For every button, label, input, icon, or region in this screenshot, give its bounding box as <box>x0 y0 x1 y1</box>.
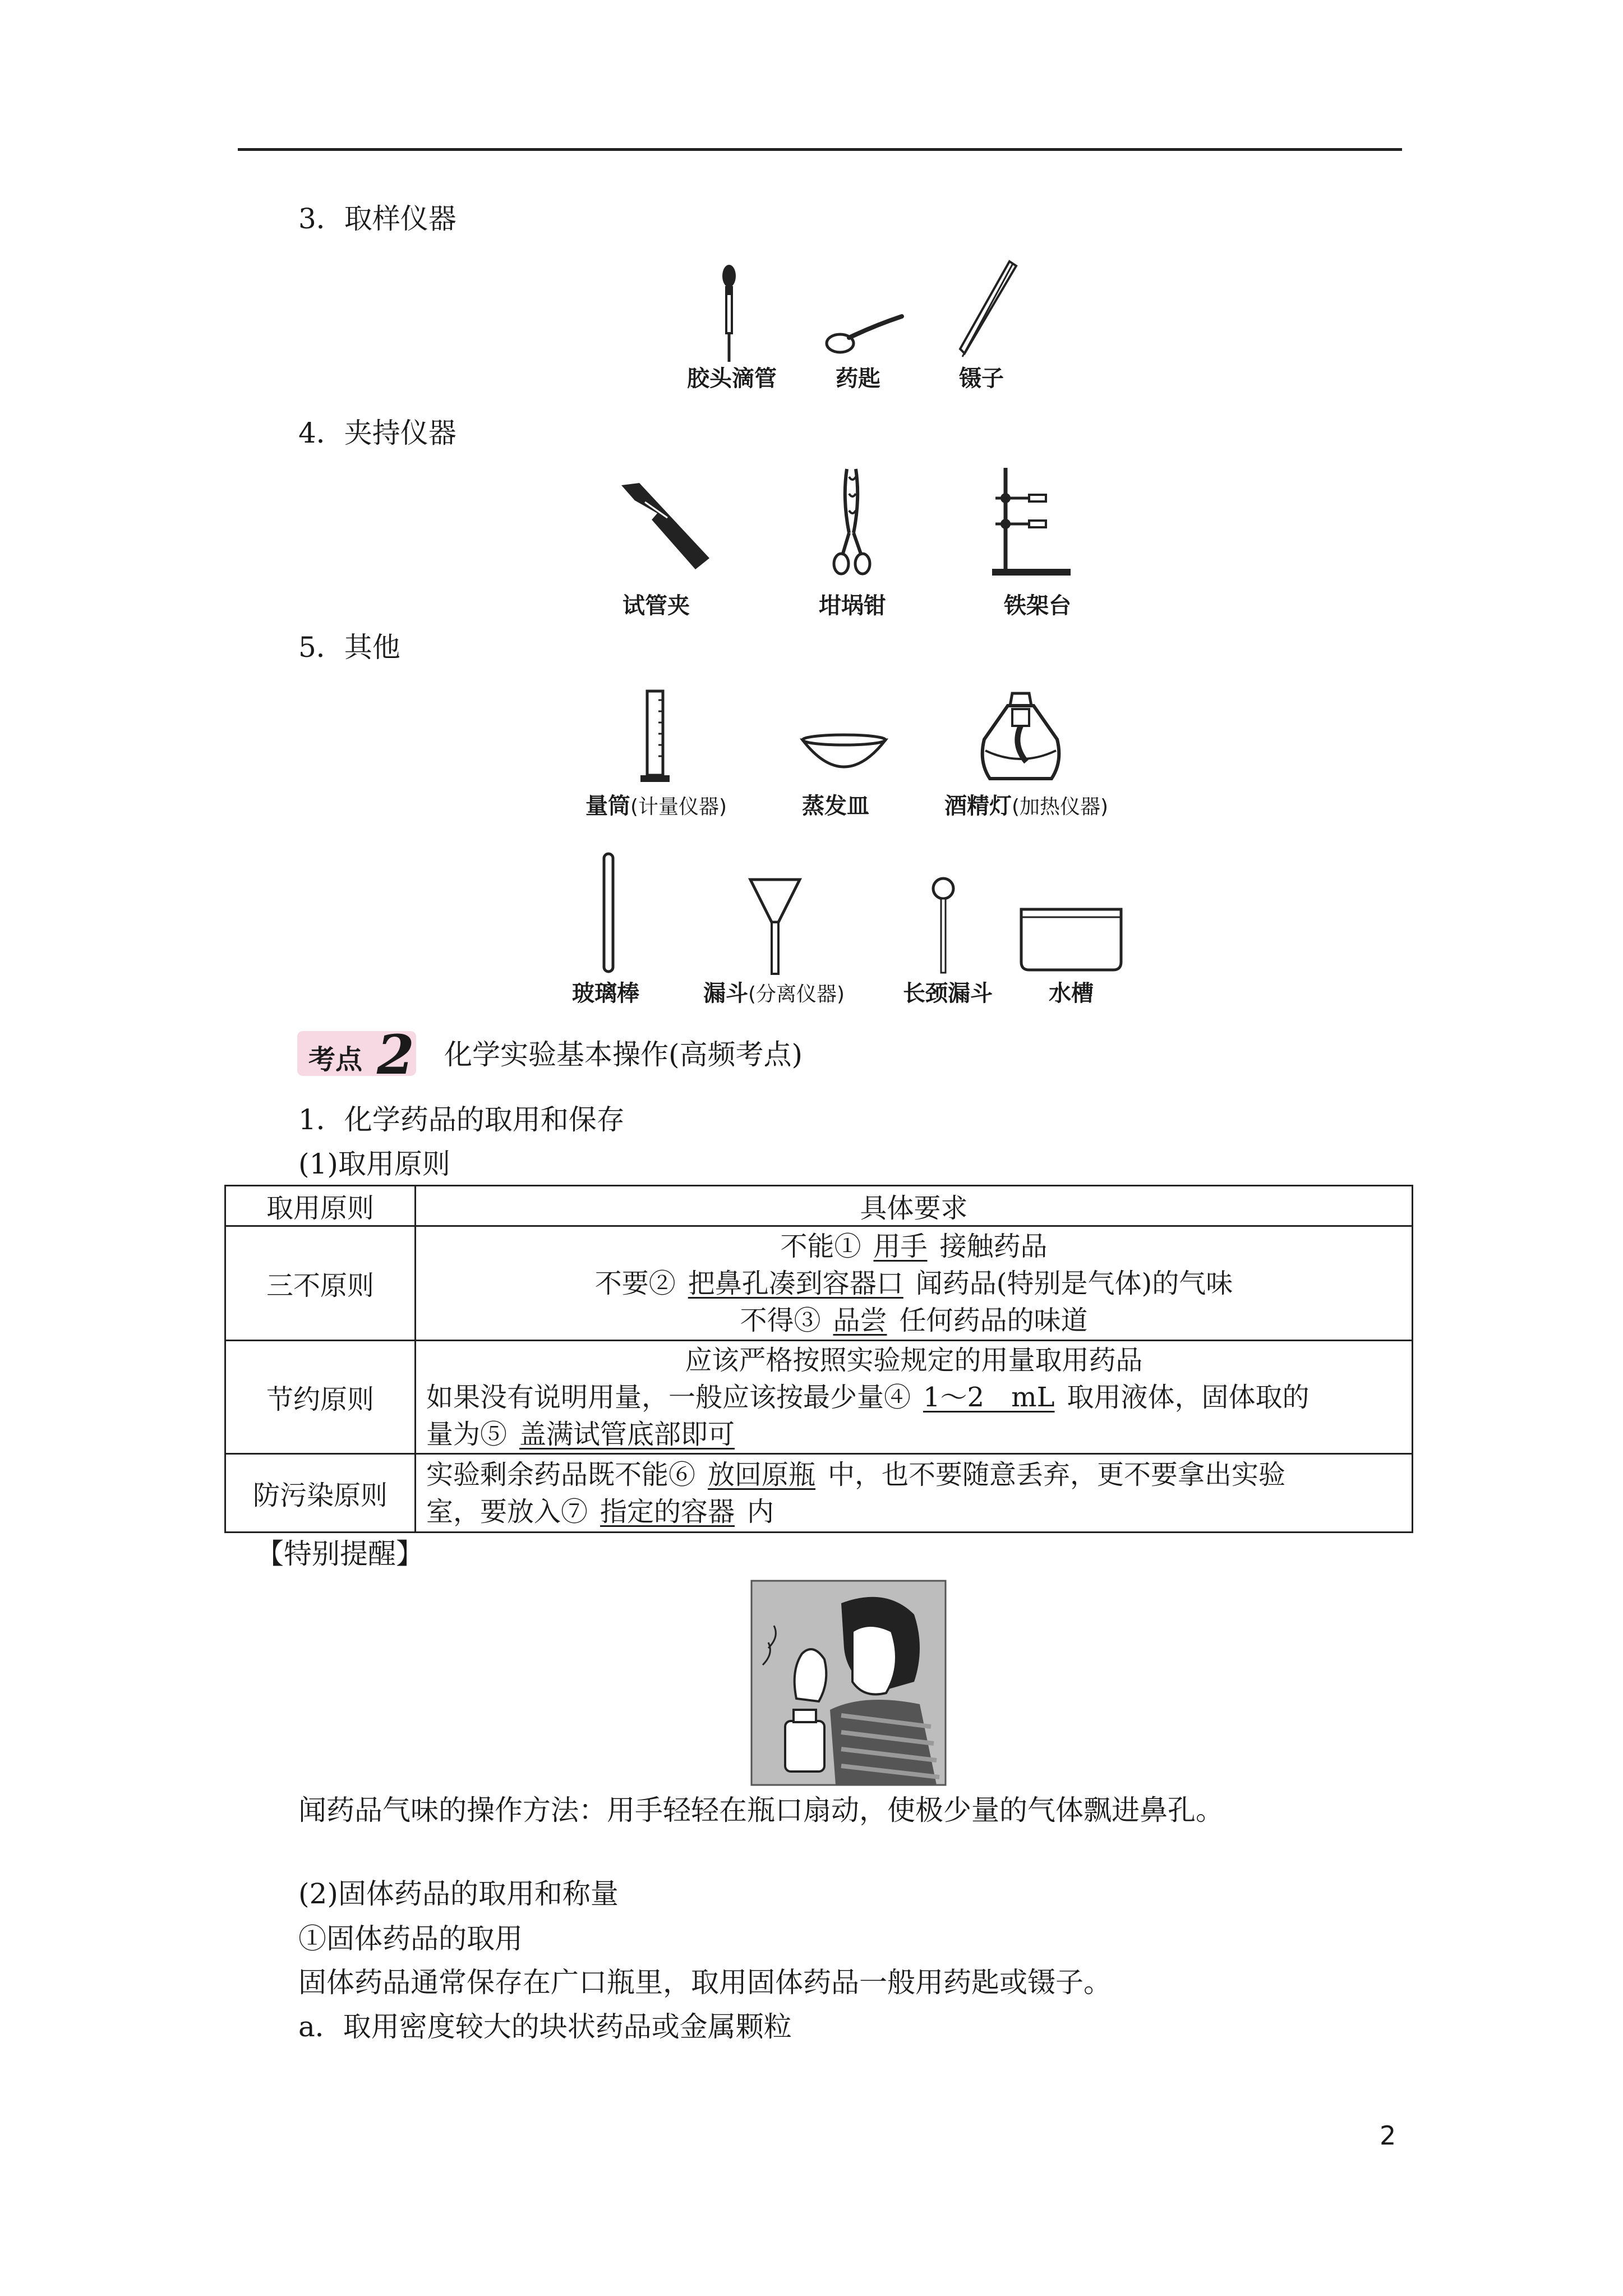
long-neck-funnel-icon <box>926 875 960 976</box>
kaodian-number: 2 <box>377 1023 414 1087</box>
alcohol-lamp-icon <box>973 689 1068 784</box>
table-header: 取用原则 <box>225 1186 416 1226</box>
heading-1-sub: (1)取用原则 <box>298 1148 450 1180</box>
section-3-title: 3．取样仪器 <box>298 203 457 235</box>
requirement-line: 如果没有说明用量，一般应该按最少量④ 1～2 mL 取用液体，固体取的 <box>426 1381 1310 1413</box>
smell-method-text: 闻药品气味的操作方法：用手轻轻在瓶口扇动，使极少量的气体飘进鼻孔。 <box>298 1794 1224 1826</box>
table-cell: 三不原则 <box>225 1226 416 1341</box>
label-iron-stand: 铁架台 <box>1004 593 1071 619</box>
header-rule <box>238 148 1402 151</box>
table-cell <box>416 1454 1413 1533</box>
requirement-line: 实验剩余药品既不能⑥ 放回原瓶 中，也不要随意丢弃，更不要拿出实验 <box>426 1458 1286 1490</box>
label-funnel: 漏斗(分离仪器) <box>703 981 845 1006</box>
iron-stand-icon <box>990 466 1074 578</box>
dropper-icon <box>712 264 746 365</box>
label-tweezers: 镊子 <box>959 366 1004 392</box>
evaporating-dish-icon <box>799 732 889 777</box>
requirement-line: 量为⑤ 盖满试管底部即可 <box>426 1418 735 1450</box>
page-number: 2 <box>1380 2120 1396 2151</box>
requirement-line: 不能① 用手 接触药品 <box>780 1230 1048 1262</box>
solid-section-title: (2)固体药品的取用和称量 <box>298 1878 619 1910</box>
kaodian-title: 化学实验基本操作(高频考点) <box>444 1038 803 1071</box>
label-alcohol-lamp: 酒精灯(加热仪器) <box>944 793 1109 819</box>
table-row <box>225 1341 1413 1454</box>
glass-rod-icon <box>600 852 617 975</box>
table-header-row <box>225 1186 1413 1226</box>
label-spoon: 药匙 <box>836 366 880 392</box>
table-header: 具体要求 <box>416 1186 1413 1226</box>
section-4-title: 4．夹持仪器 <box>298 417 457 449</box>
table-cell: 节约原则 <box>225 1341 416 1454</box>
section-5-title: 5．其他 <box>298 631 400 664</box>
label-evaporating-dish: 蒸发皿 <box>802 793 869 819</box>
table-cell <box>416 1341 1413 1454</box>
label-long-neck-funnel: 长颈漏斗 <box>903 981 993 1006</box>
heading-1: 1．化学药品的取用和保存 <box>298 1103 625 1136</box>
requirement-line: 不得③ 品尝 任何药品的味道 <box>740 1304 1088 1336</box>
requirement-line: 不要② 把鼻孔凑到容器口 闻药品(特别是气体)的气味 <box>594 1267 1233 1299</box>
tweezers-icon <box>953 258 1021 365</box>
spoon-icon <box>824 309 909 359</box>
requirement-line: 应该严格按照实验规定的用量取用药品 <box>685 1344 1143 1376</box>
funnel-icon <box>747 876 803 977</box>
table-row <box>225 1226 1413 1341</box>
solid-section-text: 固体药品通常保存在广口瓶里，取用固体药品一般用药匙或镊子。 <box>298 1966 1112 1999</box>
kaodian-badge <box>297 1023 416 1087</box>
table-cell <box>416 1226 1413 1341</box>
table-cell: 防污染原则 <box>225 1454 416 1533</box>
crucible-tongs-icon <box>830 466 875 578</box>
principles-table <box>224 1185 1413 1533</box>
solid-section-item-a: a．取用密度较大的块状药品或金属颗粒 <box>298 2010 792 2043</box>
graduated-cylinder-icon <box>638 689 672 784</box>
smelling-illustration <box>751 1581 946 1785</box>
label-dropper: 胶头滴管 <box>687 366 777 392</box>
label-water-trough: 水槽 <box>1049 981 1094 1006</box>
label-test-tube-clamp: 试管夹 <box>623 593 690 619</box>
water-trough-icon <box>1018 906 1124 973</box>
table-row <box>225 1454 1413 1533</box>
label-glass-rod: 玻璃棒 <box>572 981 639 1006</box>
special-reminder: 【特别提醒】 <box>256 1538 424 1570</box>
solid-section-sub: ①固体药品的取用 <box>298 1922 523 1955</box>
label-graduated-cylinder: 量筒(计量仪器) <box>585 793 727 819</box>
requirement-line: 室，要放入⑦ 指定的容器 内 <box>426 1496 774 1527</box>
kaodian-label: 考点 <box>308 1044 363 1075</box>
test-tube-clamp-icon <box>617 480 712 575</box>
label-crucible-tongs: 坩埚钳 <box>819 593 886 619</box>
